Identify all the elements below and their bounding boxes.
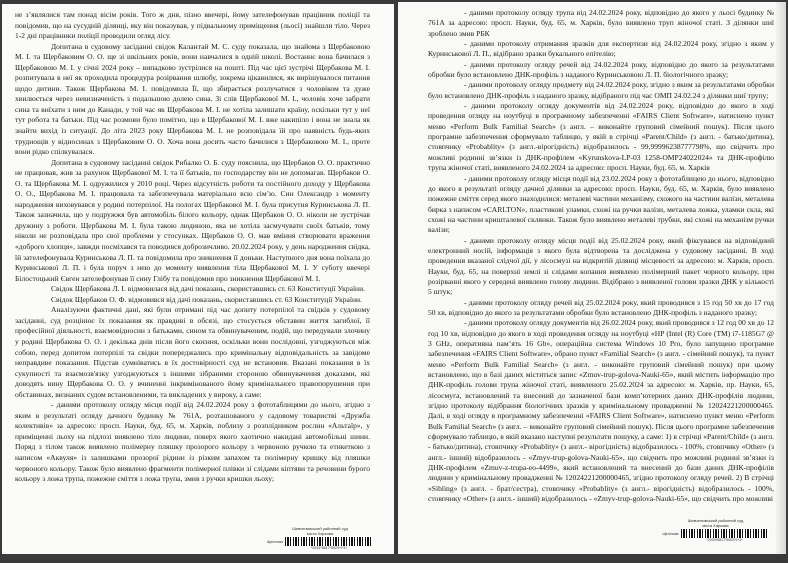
document-page-right <box>398 2 786 554</box>
paragraph: - даними протоколу огляду предмету від 24.02.2024 року, згідно з яким за результатами обробки було встановлено ДНК-профіль з наданого зразку, відібраного під час ОМП 24.02.24 з ділянки шиї трупу; <box>428 80 774 100</box>
paragraph: - даними протоколу огляду місця події від 24.02.2024 року з фототаблицями до нього, згідно з яким в результаті огляду дачного будинку № 761А, розташованого у садовому товаристві «Дружба колективів» за адресою: просп. Науки, буд. 65, м. Харків, поблизу з розплідником рослин «Альтаїр», у приміщенні льоху на підлозі виявлено тіло людини, поверх якого хаотично накидані автомобільні шини. Поряд з тілом також виявлено полімерну пляшку прозорого кольору з червоною ручкою та етикеткою з написом «Аквуля» із залишками прозорої рідини із різким запахом та полімерну кришку від пляшки червоного кольору. Також було виявлено фрагменти полімерної плівки зі слідами кіптяви та речовини бурого кольору з ложа трупа, пожежне сміття з ложа трупа, змив з ручки кришки льоху; <box>15 400 370 484</box>
paragraph: - даними протоколу огляду документів від 26.02.2024 року, який проводився з 12 год 00 хв до 12 год 10 хв, відповідно до якого в ході проведення огляду на ноутбуці «HP (Intel (R) Core (TM) i7-1185G7 @ 3 GHz, оперативна пам’ять 16 Gb», операційна система Windows 10 Pro, було запущено програмне забезпечення «FAIRS Client Software», обрано пункт «Familial Search» (з англ. - сімейний пошук), та пункт меню «Perform Bulk Familial Search» (з англ. - виконайте груповий сімейний пошук) при цьому встановлено, що в базі даних міститься запис «Zmuv-trup-golova-Nauki-65», який містить інформацію про ДНК-профіль голови трупа жіночої статі, виявленого 25.02.2024 за адресою: м. Харків, пр. Науки, 65, лісосмуга, встановлений та внесений до зазначеної бази комп’ютерних даних ДНК-профілів людини, згідно протоколу відібрання біологічних зразків у кримінальному провадженні № 12024221200000465. Далі, в ході огляду в програмному забезпеченні «FAIRS Client Software», натиснено пункт меню «Perform Bulk Familial Search» (з англ. – виконайте груповий сімейний пошук). Після цього програмне забезпечення сформувало таблицю, в якій вказано наступні результати пошуку, а саме: 1) в стрічці «Parent/Child» (з англ. - батько/дитина), стовпчику «Probablity» (з англ.- вірогідність) відобразилось - 100%, стовпчику «Other» (з англ.- інший) відобразилось - «Zmyv-trup-golova-Nauki-65», що свідчить про можливі родинні зв’язки із ДНК-профілем «Zmuv-z-trupa-eo-4499», який встановлений та внесений до бази даних ДНК-профілів людини у кримінальному провадженні № 12024221200000465, згідно протоколу огляду речей. 2) В стрічці «Sibling» (з англ. - брат/сестра), стовпчику «Probablity» (з англ.- вірогідність) відобразилось - 100%, стовпчику «Other» (з англ.- інший) відобразилось - «Zmyv-trup-golova-Nauki-65», що свідчить про можливі <box>428 318 774 504</box>
paragraph: - даними протоколу огляду речей від 24.02.2024 року, відповідно до якого за результатами обробки було встановлено ДНК-профіль з наданого Куринськовою Л. П. біологічного зразку; <box>428 59 774 80</box>
stamp-court-name: Шевченківський районний суд <box>292 526 348 531</box>
paragraph: - даними протоколу огляду трупа від 24.02.2024 року, відповідно до якого у льосі будинку № 761А за адресою: просп. Науки, буд. 65, м. Харків, було виявлено труп жіночої статі. З ділянки шиї зроблено змив РБК <box>428 8 774 38</box>
paragraph: Допитана в судовому засіданні свідок Рибалко О. Б. суду пояснила, що Щербаков О. О. практично не працював, жив за рахунок Щербакової М. І. та її батьків, по господарству він не допомагав. Щербаков О. О. та Щербакова М. І. одружилися у 2010 році. Через відсутність роботи та постійного доходу у Щербакова О. О., Щербакова М. І. працювала та забезпечувала матеріально всю сім’ю. Син Олександр з моменту народження виховувався у родині потерпілої. На пологах Щербакової М. І. була присутня Куринськова Л. П. Також зазначила, що у подружжя був автомобіль білого кольору, однак Щербаков О. О. ніколи не зустрічав дружину з роботи. Щербакова М. І. була такою людиною, яка не хотіла засмучувати своїх батьків, тому ніколи не розповідала про свої проблеми у стосунках. Щербаков О. О. мав вміння створювати враження «доброго хлопця», завжди посміхався та поводився доброзичливо. 20.02.2024 року, у день народження свідка, їй зателефонувала Куринськова Л. П. та повідомила про зникнення її доньки. Наступного дня вона поїхала до Куринськової Л. П. і була поруч з нею до моменту виявлення тіла Щербакової М. І. У суботу ввечері Білостоцький Євген зателефонував її сину Глібу та повідомив про зникнення Щербакової М. І. <box>15 157 370 283</box>
stamp-city: міста Харкова <box>306 531 334 536</box>
paragraph: Аналізуючи фактичні дані, які були отримані під час допиту потерпілої та свідків у судовому засіданні, суд розцінює їх показання як правдиві в обсязі, що стосується обставин життя загиблої, її професійної діяльності, взаємовідносин з батьками, сином та обвинуваченим, подій, що передували злочину у родині Щербакова О. О. і декілька днів після його скоєння, оскільки вони послідовні, узгоджуються між собою, перед допитом потерпілі та свідки попереджались про кримінальну відповідальність за завідоме неправдиве показання. Підстав сумніватись в їх достовірності суд не встановив. Вказані показання в їх сукупності та взаємозв'язку узгоджуються з іншими зібраними стороною обвинувачення доказами, які доводять вину Щербакова О. О. у вчиненні інкримінованого йому кримінального правопорушення при обставинах, визнаних судом встановленими, та викладених у вироку, а саме: <box>15 305 370 399</box>
paragraph: не з’являлися там понад вісім років. Того ж дня, пізно ввечері, йому зателефонував працівник поліції та повідомив, що на сусудній ділянці, яку він показував, у підвальному приміщення (льосі) знайшли тіло. Через 1-2 дні працівники поліції проводили огляд лісу. <box>15 10 370 41</box>
paragraph: - даними протоколу огляду документів від 24.02.2024 року, відповідно до якого в ході проведення огляду на ноутбуці в програмному забезпеченні «FAIRS Client Software», натиснено пункт меню «Perform Bulk Familial Search» (з англ. – виконайте груповий сімейний пошук). Після цього програмне забезпечення сформувало таблицю, у якій в стрічці «Parent/Child» (з англ. - батько/дитина), стовпчику «Probablity» (з англ.-вірогідність) відобразилось - 99,99996238777798%, що свідчить про можливі родинні зв’язки із ДНК-профілем «Kyrunskova-LP-03 1258-OMP24022024» та ДНК-профілю трупа жіночої статі, виявленого 24.02.2024 за адресою: просп. Науки, буд. 65, м. Харків <box>428 101 774 173</box>
document-page-left <box>2 4 394 554</box>
barcode <box>285 537 373 546</box>
court-stamp <box>653 518 778 542</box>
stamp-clerk: Щепілова <box>662 531 679 536</box>
paragraph: Свідок Щербакова Л. І. відмовилася від дачі показань, скориставшись ст. 63 Конституції України. <box>51 284 366 294</box>
court-stamp <box>260 526 380 550</box>
page-body <box>428 8 774 505</box>
paragraph: - даними протоколу отримання зразків для експертизи від 24.02.2024 року, згідно з яким у Куринськової Л. П., відібрано зразки букального епітелію; <box>428 39 774 59</box>
paragraph: Свідок Щербаков О. Ф. відмовився від дачі показань, скориставшись ст. 63 Конституції України. <box>51 294 362 304</box>
stamp-clerk: Щепілова <box>266 539 284 544</box>
paragraph: - даними протоколу огляду місця події від 25.02.2024 року, який фіксувався на відповідний електронний носій, інформація з якого була відтворена та досліджена у судовому засіданні. В ході проведення вказаної слідчої дії, у лісосмузі на відкритій ділянці місцевості за адресою: м. Харків, просп. Науки, буд. 65, на поверхні землі зі слідами копання виявлено полімерний пакет чорного кольору, при розірванні якого у середені виявлено голову людини. Відібрано з виявленої голови зразки ДНК у кількості 5 штук; <box>428 235 774 297</box>
page-body <box>15 10 370 485</box>
stamp-city: міста Харкова <box>702 523 729 528</box>
barcode <box>681 529 769 538</box>
paragraph: - даними протоколу огляду місця події від 23.02.2024 року з фототаблицею до нього, відповідно до якого в результаті огляду дачної ділянки за адресою: просп. Науки, буд. 65, м. Харків, було виявлено пожежне сміття серед якого знаходилися: металеві частини механізму, схожого на частини валізи, металева бирка з написом «CARLTON», пластикові уламки, схожі на ручки валізи, металева ложка, уламки скла, які схожі на частини кришталевої склянки. Також було виявлено металеві трубки, які схожі на механізм ручки валізи; <box>428 173 774 235</box>
paragraph: Допитана в судовому засіданні свідок Калантай М. С. суду показала, що знайома з Щербаковою М. І. та Щербаковим О. О. ще зі шкільних років, вони навчалися в одній школі. Востаннє вона бачилася з Щербаковою М. І. у січні 2024 року – випадково зустрілися на пошті. Під час цієї зустрічі Щербакова М. І. розпитувала в неї як проходила процедура розірвання шлюбу, зокрема цікавилися, як вирішувалося питання щодо дитини. Також Щербакова М. І. повідомила Її, що збирається розлучатися з чоловіком та дуже хвилюється через невизначеність з подальшою долею сина. Зі слів Щербакової М. І., чоловік хоче забрати сина та виїхати з ним до Канади, у той час як Щербакова М. І. не хотіла залишати країну, оскільки тут у неї тут робота та батьки. Під час розмови було помітно, що в Щербакової М. І. вже накипіло і вона не знала як знайти вихід із ситуації. До літа 2023 року Щербакова М. І. не розповідала їй про наявність будь-яких труднощів у відносинах з Щербаковим О. О. Хоча вона досить часто бачилися з Щербаковою М. І., проте вони рідко спілкувалася. <box>15 41 370 157</box>
stamp-court-name: Шевченківський районний суд <box>687 518 744 523</box>
paragraph: - даними протоколу огляду речей від 25.02.2024 року, який проводився з 15 год 50 хв до 17 год 50 хв, відповідно до якого за результатами обробки було встановлено ДНК-профіль з наданого зразку; <box>428 297 774 317</box>
barcode-number: *2033*5817*5923*1*1* <box>310 546 348 550</box>
barcode-number: *2033*5817*5923*1*1* <box>706 538 743 542</box>
